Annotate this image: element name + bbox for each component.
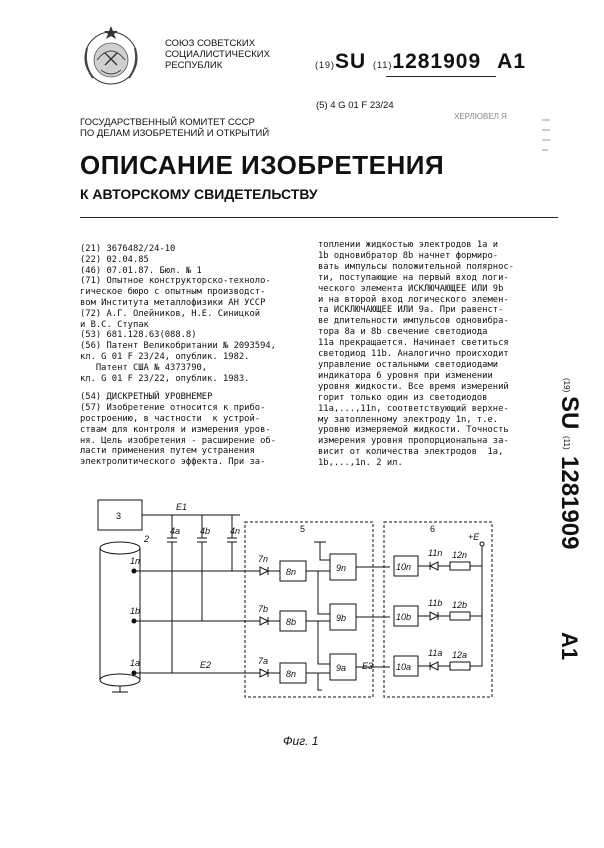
svg-text:10a: 10a [396,662,412,672]
library-stamp: ХЕРЛЮВЕЛ Я [454,112,507,121]
svg-text:1281909: 1281909 [556,456,583,550]
svg-text:12n: 12n [452,550,468,560]
svg-text:1b: 1b [130,606,141,616]
publication-number: (19)SU (11)1281909 A1 [315,50,527,73]
svg-text:9n: 9n [336,563,347,573]
ussr-emblem [75,20,147,92]
figure-caption: Фиг. 1 [283,734,319,748]
svg-text:1a: 1a [130,658,141,668]
svg-text:+E: +E [468,532,480,542]
svg-text:(11): (11) [562,436,571,450]
svg-text:E3: E3 [362,661,374,671]
bibliographic-data: (21) 3676482/24-10 (22) 02.04.85 (46) 07.01.87. Бюл. № 1 (71) Опытное конструкторско-техноло- гическое бюро с опытным производст- вом Института металлофизики АН УССР (72) А.Г. Олейников, Н.Е. Синицкой и В.С. Ступак (53) 681.128.63(088.8) (56) Патент Великобритании № 2093594, кл. G 01 F 23/24, опублик. 1982. Патент США № 4373790, кл. G 01 F 23/22, опублик. 1983. (54) ДИСКРЕТНЫЙ УРОВНЕМЕР (57) Изобретение относится к прибо- ростроению, в частности к устрой- ствам для контроля и измерения уров- ня. Цель изобретения - расширение об- ласти применения путем устранения электролитического эффекта. При за- [80,244,276,468]
svg-text:8n: 8n [286,567,297,577]
ipc-class: (5) 4 G 01 F 23/24 [316,100,394,111]
svg-text:8b: 8b [286,617,297,627]
svg-text:7a: 7a [258,656,269,666]
number-underline [386,76,496,77]
svg-text:(19): (19) [562,378,571,393]
svg-text:11b: 11b [428,598,443,608]
circuit-diagram [90,490,510,750]
svg-text:11n: 11n [428,548,443,558]
svg-text:6: 6 [430,524,436,534]
svg-text:11a: 11a [428,648,443,658]
svg-text:12b: 12b [452,600,468,610]
svg-text:A1: A1 [557,632,582,661]
union-name: СОЮЗ СОВЕТСКИХ СОЦИАЛИСТИЧЕСКИХ РЕСПУБЛИК [165,38,270,71]
side-publication-number [548,378,588,698]
svg-text:7n: 7n [258,554,269,564]
stamp-marks [540,116,552,156]
committee: ГОСУДАРСТВЕННЫЙ КОМИТЕТ СССР ПО ДЕЛАМ ИЗОБРЕТЕНИЙ И ОТКРЫТИЙ [80,117,270,139]
divider [80,217,558,218]
svg-text:9b: 9b [336,613,347,623]
svg-text:E1: E1 [176,502,188,512]
svg-text:4a: 4a [170,526,181,536]
svg-text:E2: E2 [200,660,212,670]
description-column: топлении жидкостью электродов 1a и 1b одновибратор 8b начнет формиро- вать импульсы положительной полярнос- ти, поступающие на первый вход логи- ческого элемента ИСКЛЮЧАЮЩЕЕ ИЛИ 9b и на второй вход логического элемен- та ИСКЛЮЧАЮЩЕЕ ИЛИ 9a. При равенст- ве длительности импульсов одновибра- тора 8a и 8b свечение светодиода 11a прекращается. Начинает светиться светодиод 11b. Аналогично происходит управление остальными светодиодами индикатора 6 уровня при изменении уровня жидкости. Все время измерений горит только один из светодиодов 11a,...,11n, соответствующий верхне- му затопленному электроду 1n, т.е. уровню измеряемой жидкости. Точность измерения уровня пропорциональна за- висит от количества электродов 1a, 1b,...,1n. 2 ил. [318,240,514,469]
svg-text:2: 2 [144,534,150,544]
svg-text:12a: 12a [452,650,468,660]
svg-text:SU: SU [556,396,583,430]
svg-text:4b: 4b [200,526,211,536]
svg-text:8n: 8n [286,669,297,679]
svg-text:10b: 10b [396,612,412,622]
document-title: ОПИСАНИЕ ИЗОБРЕТЕНИЯ [80,150,445,180]
svg-text:1n: 1n [130,556,141,566]
document-subtitle: К АВТОРСКОМУ СВИДЕТЕЛЬСТВУ [80,186,318,202]
svg-text:5: 5 [300,524,306,534]
svg-text:10n: 10n [396,562,412,572]
svg-text:7b: 7b [258,604,269,614]
svg-text:4n: 4n [230,526,241,536]
svg-text:3: 3 [116,511,122,521]
svg-text:9a: 9a [336,663,347,673]
